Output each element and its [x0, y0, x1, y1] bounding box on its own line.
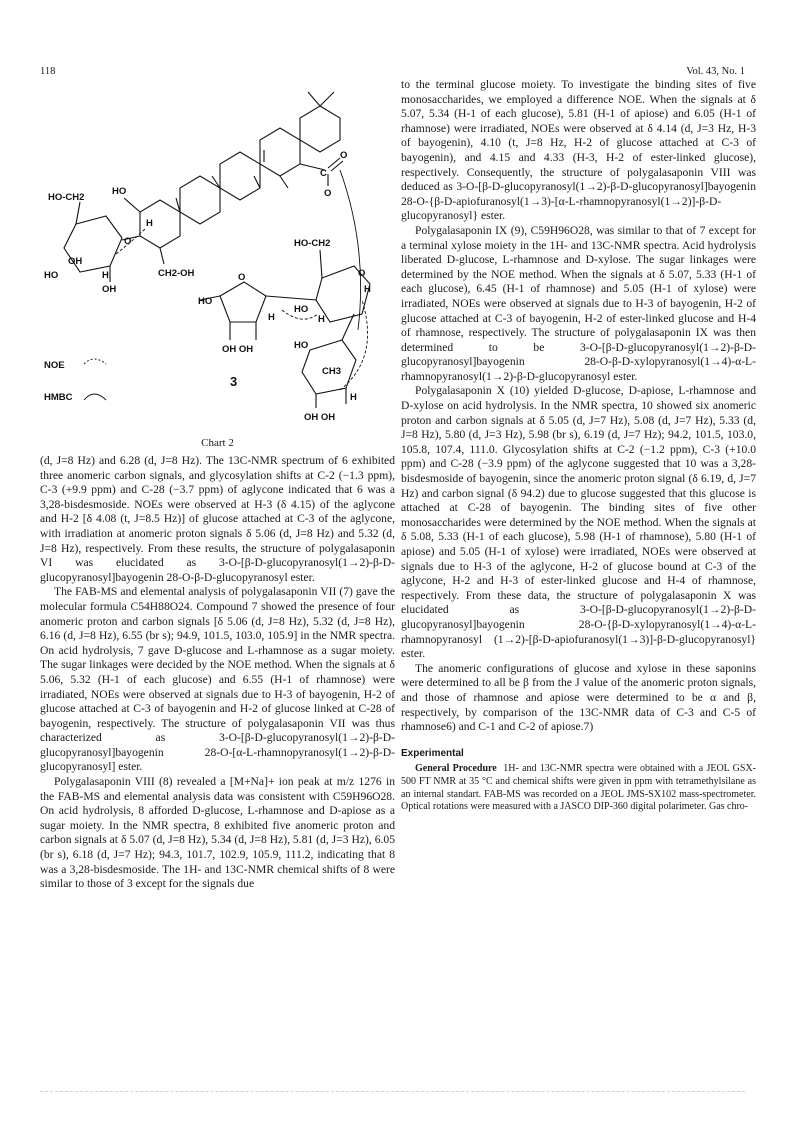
atom-label: H: [364, 284, 371, 295]
glycoside-bond: [266, 296, 316, 300]
atom-labels: [44, 150, 371, 423]
paragraph: The anomeric configurations of glucose and xylose in these saponins were determined to all be β from the J value of the anomeric proton signals, and those of rhamnose and apiose were determined to be α and β, respectively, by comparison of the 13C-NMR data of C-3 and C-5 of rhamnose6) and C-1 and C-2 of apiose.7): [401, 661, 756, 734]
atom-label: OH OH: [222, 344, 254, 355]
atom-label: H: [102, 270, 109, 281]
compound-number: 3: [230, 374, 238, 389]
paragraph: Polygalasaponin IX (9), C59H96O28, was similar to that of 7 except for a terminal xylose moiety in the 1H- and 13C-NMR spectra. Acid hydrolysis liberated D-glucose, L-rhamnose and D-xylose. The sugar linkages were determined by the NOE method. When the signals at δ 5.07, 5.33 (H-1 of each glucose), 6.45 (H-1 of rhamnose) and 5.05 (H-1 of xylose) were irradiated, NOEs were observed at signals due to H-3 of bayogenin, H-2 of glucose attached at C-3 of bayogenin, H-2 of ester-linked glucose and H-4 of rhamnose, respectively. The structure of polygalasaponin IX was then determined to be 3-O-[β-D-glucopyranosyl(1→2)-β-D-glucopyranosyl]bayogenin 28-O-β-D-xylopyranosyl(1→4)-α-L-rhamnopyranosyl(1→2)-β-D-glucopyranosyl ester.: [401, 223, 756, 383]
atom-label: CH2-OH: [158, 268, 195, 279]
hmbc-arc: [340, 170, 361, 330]
ch2oh-bond: [76, 202, 80, 224]
structure-diagram: [40, 78, 395, 434]
atom-label: O: [340, 150, 348, 161]
subheading: General Procedure: [415, 763, 497, 775]
atom-label: OH: [102, 284, 117, 295]
noe-arrow: [340, 300, 368, 390]
experimental-paragraph: [401, 763, 756, 813]
atom-label: OH: [68, 256, 83, 267]
carbonyl-bond: [331, 161, 343, 171]
ring-b: [180, 176, 220, 224]
paragraph: to the terminal glucose moiety. To investigate the binding sites of five monosaccharides, we employed a difference NOE. When the signals at δ 5.07, 5.34 (H-1 of each glucose), 5.81 (H-1 of apiose) and 6.05 (H-1 of rhamnose) were irradiated, NOEs were observed at δ 4.14 (d, J=3 Hz, H-3 of bayogenin), 4.10 (t, J=8 Hz, H-2 of glucose attached at C-3 of bayogenin), and 4.15 and 4.33 (H-3, H-2 of ester-linked glucose), respectively. Consequently, the structure of polygalasaponin VIII was deduced as 3-O-[β-D-glucopyranosyl(1→2)-β-D-glucopyranosyl]bayogenin 28-O-{β-D-apiofuranosyl(1→3)-[α-L-rhamnopyranosyl(1→2)]-β-D-glucopyranosyl} ester.: [401, 78, 756, 223]
paragraph: Polygalasaponin VIII (8) revealed a [M+Na]+ ion peak at m/z 1276 in the FAB-MS and elemental analysis data was consistent with C59H96O28. On acid hydrolysis, 8 afforded D-glucose, L-rhamnose and D-apiose as a sugar moiety. In the NMR spectra, 8 exhibited five anomeric proton and carbon signals at δ 5.07 (d, J=8 Hz), 5.34 (d, J=8 Hz), 5.81 (d, J=3 Hz), 6.05 (br s), 6.18 (d, J=7 Hz); 94.3, 101.7, 102.9, 105.9, 111.2, indicating that 8 was a 3,28-bisdesmoside. The 1H- and 13C-NMR chemical shifts of 8 were similar to those of 3 except for the signals due: [40, 775, 395, 891]
footer-rule: [40, 1091, 745, 1092]
paragraph: The FAB-MS and elemental analysis of polygalasaponin VII (7) gave the molecular formula C54H88O24. Compound 7 showed the presence of four anomeric proton and carbon signals [δ 5.06 (d, J=8 Hz), 5.32 (d, J=8 Hz), 6.16 (d, J=8 Hz), 6.55 (br s); 94.9, 101.5, 103.0, 105.9] in the NMR spectra. On acid hydrolysis, 7 gave D-glucose and L-rhamnose as a sugar moiety. The sugar linkages were decided by the NOE method. When the signals at δ 5.06, 5.32 (H-1 of each glucose) and 6.55 (H-1 of rhamnose) were irradiated, NOEs were observed at signals due to H-3 of bayogenin, H-2 of glucose attached at C-3 of bayogenin and H-2 of glucose linked at C-28 of bayogenin, respectively. The structure of polygalasaponin VII was thus characterized as 3-O-[β-D-glucopyranosyl(1→2)-β-D-glucopyranosyl]bayogenin 28-O-[α-L-rhamnopyranosyl(1→2)-β-D-glucopyranosyl] ester.: [40, 585, 395, 774]
atom-label: O: [324, 188, 332, 199]
left-column: [40, 454, 395, 892]
oh-bond: [124, 198, 140, 212]
legend-noe-label: NOE: [44, 360, 65, 371]
apiose-ring: [220, 282, 266, 322]
paragraph: Polygalasaponin X (10) yielded D-glucose, D-apiose, L-rhamnose and D-xylose on acid hydrolysis. In the NMR spectra, 10 showed six anomeric proton and carbon signals at δ 5.05 (d, J=7 Hz), 5.08 (d, J=7 Hz), 5.33 (d, J=8 Hz), 5.80 (d, J=3 Hz), 5.98 (br s), 6.19 (d, J=7 Hz); 94.2, 101.5, 103.0, 105.8, 107.4, 111.0. Glycosylation shifts at C-2 (−1.2 ppm), C-3 (+10.0 ppm) and C-28 (−3.9 ppm) of the aglycone suggested that 10 was a 3,28-bisdesmoside of bayogenin, since the anomeric proton signal (δ 6.19, d, J=7 Hz) and carbon signal (δ 94.2) due to glucose suggested that this glucose is attached at C-28 of bayogenin. The binding sites of five other monosaccharides were determined by the NOE method. When the signals at δ 5.08, 5.33 (H-1 of each glucose), 5.98 (H-1 of rhamnose), 5.80 (H-1 of apiose) and 5.05 (H-1 of xylose) were irradiated, NOEs were observed at signals due to H-3 of the aglycone, H-2 of glucose bound at C-3 of the aglycone, H-2 and H-3 of ester-linked glucose and H-4 of rhamnose, respectively. From these data, the structure of polygalasaponin X was elucidated as 3-O-[β-D-glucopyranosyl(1→2)-β-D-glucopyranosyl]bayogenin 28-O-{β-D-xylopyranosyl(1→4)-α-L-rhamnopyranosyl (1→2)-[β-D-apiofuranosyl(1→3)]-β-D-glucopyranosyl} ester.: [401, 384, 756, 661]
ring-d: [260, 128, 300, 176]
atom-label: HO: [294, 304, 309, 315]
atom-label: H: [268, 312, 275, 323]
aglycone-rings: [64, 92, 370, 408]
atom-label: H: [146, 218, 153, 229]
journal-volume: Vol. 43, No. 1: [686, 66, 745, 77]
legend-hmbc-label: HMBC: [44, 392, 73, 403]
paragraph: (d, J=8 Hz) and 6.28 (d, J=8 Hz). The 13C-NMR spectrum of 6 exhibited three anomeric carbon signals, and glycosylation shifts at C-2 (−1.3 ppm), C-3 (+9.9 ppm) and C-28 (−3.7 ppm) of aglycone indicated that 6 was a 3,28-bisdesmoside. NOEs were observed at H-3 (δ 4.15) of the aglycone and H-2 [δ 4.08 (t, J=8.5 Hz)] of glucose attached at C-3 of the aglycone, with irradiation at anomeric proton signals δ 5.06 (d, J=8 Hz) and 5.32 (d, J=8 Hz), respectively. From these results, the structure of polygalasaponin VI was elucidated as 3-O-[β-D-glucopyranosyl(1→2)-β-D-glucopyranosyl]bayogenin 28-O-β-D-glucopyranosyl ester.: [40, 454, 395, 584]
atom-label: OH OH: [304, 412, 336, 423]
legend-noe-symbol: [84, 359, 106, 364]
ring-e: [300, 106, 340, 152]
legend-hmbc-symbol: [84, 394, 106, 400]
chemical-structure-figure: [40, 78, 395, 434]
methyl-bond: [254, 176, 260, 188]
methyl-bond: [320, 92, 334, 106]
methyl-bond: [308, 92, 320, 106]
section-heading: Experimental: [401, 747, 464, 759]
atom-label: HO: [112, 186, 127, 197]
atom-label: HO-CH2: [48, 192, 85, 203]
atom-label: H: [318, 314, 325, 325]
ch2oh-bond: [160, 248, 164, 264]
chart-caption: Chart 2: [201, 437, 234, 449]
atom-label: HO: [198, 296, 213, 307]
atom-label: O: [124, 236, 132, 247]
atom-label: C: [320, 168, 327, 179]
atom-label: HO: [44, 270, 59, 281]
carbonyl-bond: [328, 158, 340, 168]
atom-label: O: [238, 272, 246, 283]
right-column: [401, 78, 756, 814]
atom-label: H: [350, 392, 357, 403]
atom-label: O: [358, 268, 366, 279]
atom-label: CH3: [322, 366, 342, 377]
atom-label: HO: [294, 340, 309, 351]
atom-label: HO-CH2: [294, 238, 331, 249]
experimental-text: 1H- and 13C-NMR spectra were obtained with a JEOL GSX-500 FT NMR at 35 °C and chemical shifts were given in ppm with tetramethylsilane as an internal standart. FAB-MS was recorded on a JEOL JMS-SX102 mass-spectrometer. Optical rotations were measured with a JASCO DIP-360 digital polarimeter. Gas chro-: [401, 763, 757, 813]
page-number: 118: [40, 66, 56, 77]
methyl-bond: [280, 176, 288, 188]
ch2oh-bond: [320, 250, 322, 278]
